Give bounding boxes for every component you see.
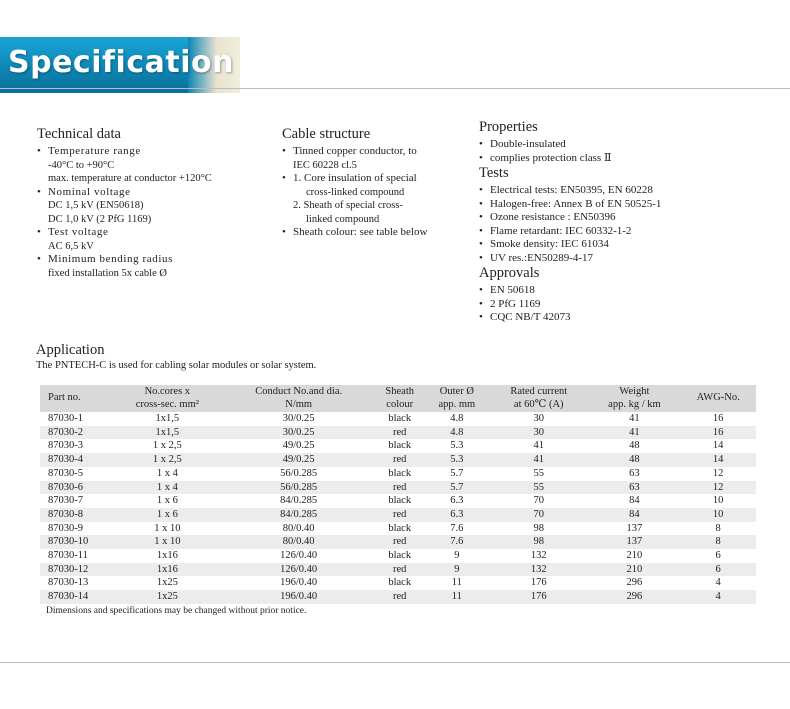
list-item: • complies protection class Ⅱ xyxy=(479,152,779,166)
cell-part-no: 87030-14 xyxy=(40,590,112,604)
structure-item-conductor: • Tinned copper conductor, to xyxy=(282,145,472,159)
spec-table xyxy=(40,385,756,604)
structure-item-conductor-cont: IEC 60228 cl.5 xyxy=(293,159,357,171)
cell-sheath-colour: red xyxy=(375,426,425,440)
cell-awg: 6 xyxy=(715,550,721,562)
cell-weight: 84 xyxy=(588,508,680,522)
cell-awg: 8 xyxy=(715,522,721,534)
cell-sheath-colour: black xyxy=(388,550,412,562)
table-header-row xyxy=(40,385,756,412)
table-row xyxy=(40,590,756,604)
cell-cores: 1x25 xyxy=(156,577,178,589)
cell-cores: 1x16 xyxy=(112,563,223,577)
cell-cores: 1 x 2,5 xyxy=(112,453,223,467)
cell-conductor: 56/0.285 xyxy=(280,467,318,479)
cell-cores: 1 x 4 xyxy=(156,467,178,479)
table-row xyxy=(40,549,756,563)
cell-cores: 1 x 10 xyxy=(112,535,223,549)
cell-weight: 137 xyxy=(588,535,680,549)
th-awg: AWG-No. xyxy=(680,385,756,412)
application-heading: Application xyxy=(36,342,105,358)
cell-cores: 1 x 4 xyxy=(112,481,223,495)
cell-awg: 14 xyxy=(680,453,756,467)
list-item: • UV res.:EN50289-4-17 xyxy=(479,252,779,266)
list-item: • EN 50618 xyxy=(479,284,779,298)
technical-data-section xyxy=(37,126,277,280)
cell-rated-current: 98 xyxy=(533,522,544,534)
th-cores: No.cores x cross-sec. mm² xyxy=(112,385,223,412)
cell-awg: 12 xyxy=(680,481,756,495)
bending-radius-value: fixed installation 5x cable Ø xyxy=(48,267,167,279)
table-row xyxy=(40,576,756,590)
cell-conductor: 56/0.285 xyxy=(223,481,375,495)
cell-sheath-colour: black xyxy=(388,577,412,589)
cell-conductor: 84/0.285 xyxy=(223,508,375,522)
cell-sheath-colour: red xyxy=(375,453,425,467)
cell-sheath-colour: red xyxy=(375,590,425,604)
cell-weight: 84 xyxy=(629,495,640,507)
structure-item-sheath-cont: linked compound xyxy=(306,213,380,225)
cell-outer-diameter: 5.3 xyxy=(425,453,489,467)
voltage-en50618: DC 1,5 kV (EN50618) xyxy=(48,200,144,211)
cell-part-no: 87030-6 xyxy=(40,481,112,495)
cell-rated-current: 70 xyxy=(489,508,588,522)
cell-conductor: 49/0.25 xyxy=(282,440,315,452)
list-item: • Flame retardant: IEC 60332-1-2 xyxy=(479,225,779,239)
cell-sheath-colour: black xyxy=(388,440,412,452)
cell-part-no: 87030-2 xyxy=(40,426,112,440)
cell-part-no: 87030-7 xyxy=(48,495,83,507)
cell-weight: 63 xyxy=(629,467,640,479)
cell-part-no: 87030-5 xyxy=(48,467,83,479)
th-current: Rated current at 60℃ (A) xyxy=(489,385,588,412)
tests-heading: Tests xyxy=(479,165,509,181)
structure-item-insulation-cont: cross-linked compound xyxy=(306,186,405,198)
table-row xyxy=(40,481,756,495)
cell-conductor: 196/0.40 xyxy=(223,590,375,604)
cell-weight: 48 xyxy=(588,453,680,467)
cell-weight: 296 xyxy=(626,577,643,589)
cell-sheath-colour: black xyxy=(388,522,412,534)
cell-sheath-colour: red xyxy=(375,563,425,577)
properties-heading: Properties xyxy=(479,119,538,135)
cell-conductor: 80/0.40 xyxy=(223,535,375,549)
voltage-pfg1169: DC 1,0 kV (2 PfG 1169) xyxy=(48,213,152,225)
cell-awg: 10 xyxy=(712,495,724,507)
nominal-voltage-item: • Nominal voltage xyxy=(37,186,277,200)
table-row xyxy=(40,467,756,481)
table-row xyxy=(40,439,756,453)
cell-cores: 1x1,5 xyxy=(112,426,223,440)
cell-conductor: 126/0.40 xyxy=(280,550,318,562)
th-conductor: Conduct No.and dia. N/mm xyxy=(223,385,375,412)
cable-structure-heading: Cable structure xyxy=(282,126,371,142)
temp-range-item: • Temperature range xyxy=(37,145,277,159)
cell-part-no: 87030-8 xyxy=(40,508,112,522)
cell-cores: 1x16 xyxy=(156,550,178,562)
list-item: • Electrical tests: EN50395, EN 60228 xyxy=(479,184,779,198)
test-voltage-value: AC 6,5 kV xyxy=(48,240,94,252)
cell-awg: 16 xyxy=(680,426,756,440)
cell-cores: 1x25 xyxy=(112,590,223,604)
cell-weight: 296 xyxy=(588,590,680,604)
cell-outer-diameter: 11 xyxy=(425,590,489,604)
cell-part-no: 87030-3 xyxy=(48,440,83,452)
cell-outer-diameter: 9 xyxy=(425,563,489,577)
cell-sheath-colour: black xyxy=(388,413,412,424)
application-section xyxy=(36,342,756,371)
cell-cores: 1 x 6 xyxy=(156,495,178,507)
table-row xyxy=(40,508,756,522)
cell-cores: 1 x 10 xyxy=(154,522,181,534)
cell-conductor: 196/0.40 xyxy=(280,577,318,589)
disclaimer-note: Dimensions and specifications may be changed without prior notice. xyxy=(46,606,307,616)
banner-title: Specification xyxy=(8,45,234,80)
approvals-heading: Approvals xyxy=(479,265,540,281)
cell-weight: 48 xyxy=(629,440,640,452)
th-weight: Weight app. kg / km xyxy=(588,385,680,412)
list-item: • Double-insulated xyxy=(479,138,779,152)
table-row xyxy=(40,426,756,440)
cell-weight: 41 xyxy=(629,413,640,424)
cell-sheath-colour: red xyxy=(375,481,425,495)
table-row xyxy=(40,563,756,577)
cell-awg: 12 xyxy=(712,467,724,479)
list-item: • 2 PfG 1169 xyxy=(479,298,779,312)
temp-range-value: -40°C to +90°C xyxy=(48,159,115,171)
properties-list xyxy=(479,138,779,165)
list-item: • Smoke density: IEC 61034 xyxy=(479,238,779,252)
bending-radius-item: • Minimum bending radius xyxy=(37,253,277,267)
cell-outer-diameter: 6.3 xyxy=(450,495,464,507)
cell-awg: 16 xyxy=(712,413,724,424)
structure-item-insulation: • 1. Core insulation of special xyxy=(282,172,472,186)
cell-part-no: 87030-13 xyxy=(48,577,89,589)
cell-part-no: 87030-1 xyxy=(48,413,83,424)
properties-tests-approvals-section xyxy=(479,119,779,325)
cell-part-no: 87030-11 xyxy=(48,550,88,562)
cell-outer-diameter: 5.7 xyxy=(450,467,464,479)
cell-outer-diameter: 7.6 xyxy=(450,522,464,534)
th-sheath: Sheath colour xyxy=(375,385,425,412)
cell-weight: 210 xyxy=(588,563,680,577)
cell-outer-diameter: 6.3 xyxy=(425,508,489,522)
cell-rated-current: 176 xyxy=(489,590,588,604)
cell-awg: 10 xyxy=(680,508,756,522)
cell-rated-current: 41 xyxy=(489,453,588,467)
cell-cores: 1 x 2,5 xyxy=(152,440,182,452)
cell-weight: 63 xyxy=(588,481,680,495)
cell-conductor: 84/0.285 xyxy=(280,495,318,507)
specification-banner xyxy=(0,37,240,93)
table-row xyxy=(40,453,756,467)
cell-part-no: 87030-4 xyxy=(40,453,112,467)
application-description: The PNTECH-C is used for cabling solar modules or solar system. xyxy=(36,360,317,371)
cell-cores: 1 x 6 xyxy=(112,508,223,522)
cell-conductor: 126/0.40 xyxy=(223,563,375,577)
cell-outer-diameter: 9 xyxy=(454,550,460,562)
cell-awg: 8 xyxy=(680,535,756,549)
list-item: • CQC NB/T 42073 xyxy=(479,311,779,325)
cell-conductor: 30/0.25 xyxy=(223,426,375,440)
cell-rated-current: 176 xyxy=(530,577,547,589)
cell-part-no: 87030-9 xyxy=(48,522,83,534)
cell-rated-current: 55 xyxy=(489,481,588,495)
th-part-no: Part no. xyxy=(40,385,112,412)
cell-rated-current: 41 xyxy=(533,440,544,452)
table-row xyxy=(40,522,756,536)
cell-weight: 210 xyxy=(626,550,643,562)
cell-weight: 137 xyxy=(626,522,643,534)
cell-sheath-colour: red xyxy=(375,535,425,549)
cell-outer-diameter: 7.6 xyxy=(425,535,489,549)
cell-conductor: 80/0.40 xyxy=(282,522,315,534)
table-row xyxy=(40,494,756,508)
cable-structure-section xyxy=(282,126,472,240)
cell-conductor: 30/0.25 xyxy=(282,413,315,424)
cell-rated-current: 30 xyxy=(489,426,588,440)
cell-rated-current: 98 xyxy=(489,535,588,549)
cell-outer-diameter: 4.8 xyxy=(425,426,489,440)
cell-awg: 4 xyxy=(680,590,756,604)
cell-part-no: 87030-10 xyxy=(40,535,112,549)
table-row xyxy=(40,412,756,426)
technical-data-heading: Technical data xyxy=(37,126,121,142)
cell-awg: 14 xyxy=(712,440,724,452)
bottom-divider xyxy=(0,662,790,663)
cell-part-no: 87030-12 xyxy=(40,563,112,577)
cell-sheath-colour: black xyxy=(388,467,412,479)
cell-rated-current: 30 xyxy=(533,413,544,424)
cell-rated-current: 55 xyxy=(533,467,544,479)
cell-conductor: 49/0.25 xyxy=(223,453,375,467)
structure-item-sheath: 2. Sheath of special cross- xyxy=(293,200,403,211)
structure-item-colour: • Sheath colour: see table below xyxy=(282,226,472,240)
table-row xyxy=(40,535,756,549)
th-outer: Outer Ø app. mm xyxy=(425,385,489,412)
cell-sheath-colour: red xyxy=(375,508,425,522)
cell-rated-current: 70 xyxy=(533,495,544,507)
cell-sheath-colour: black xyxy=(388,495,412,507)
cell-outer-diameter: 5.3 xyxy=(450,440,464,452)
list-item: • Halogen-free: Annex B of EN 50525-1 xyxy=(479,198,779,212)
test-voltage-item: • Test voltage xyxy=(37,226,277,240)
cell-weight: 41 xyxy=(588,426,680,440)
cell-rated-current: 132 xyxy=(530,550,547,562)
top-divider xyxy=(0,88,790,89)
cell-rated-current: 132 xyxy=(489,563,588,577)
tests-list xyxy=(479,184,779,265)
cell-outer-diameter: 4.8 xyxy=(450,413,464,424)
cell-outer-diameter: 5.7 xyxy=(425,481,489,495)
temp-max-value: max. temperature at conductor +120°C xyxy=(48,173,212,184)
cell-cores: 1x1,5 xyxy=(155,413,180,424)
cell-outer-diameter: 11 xyxy=(451,577,462,589)
approvals-list xyxy=(479,284,779,325)
list-item: • Ozone resistance : EN50396 xyxy=(479,211,779,225)
cell-awg: 4 xyxy=(715,577,721,589)
cell-awg: 6 xyxy=(680,563,756,577)
